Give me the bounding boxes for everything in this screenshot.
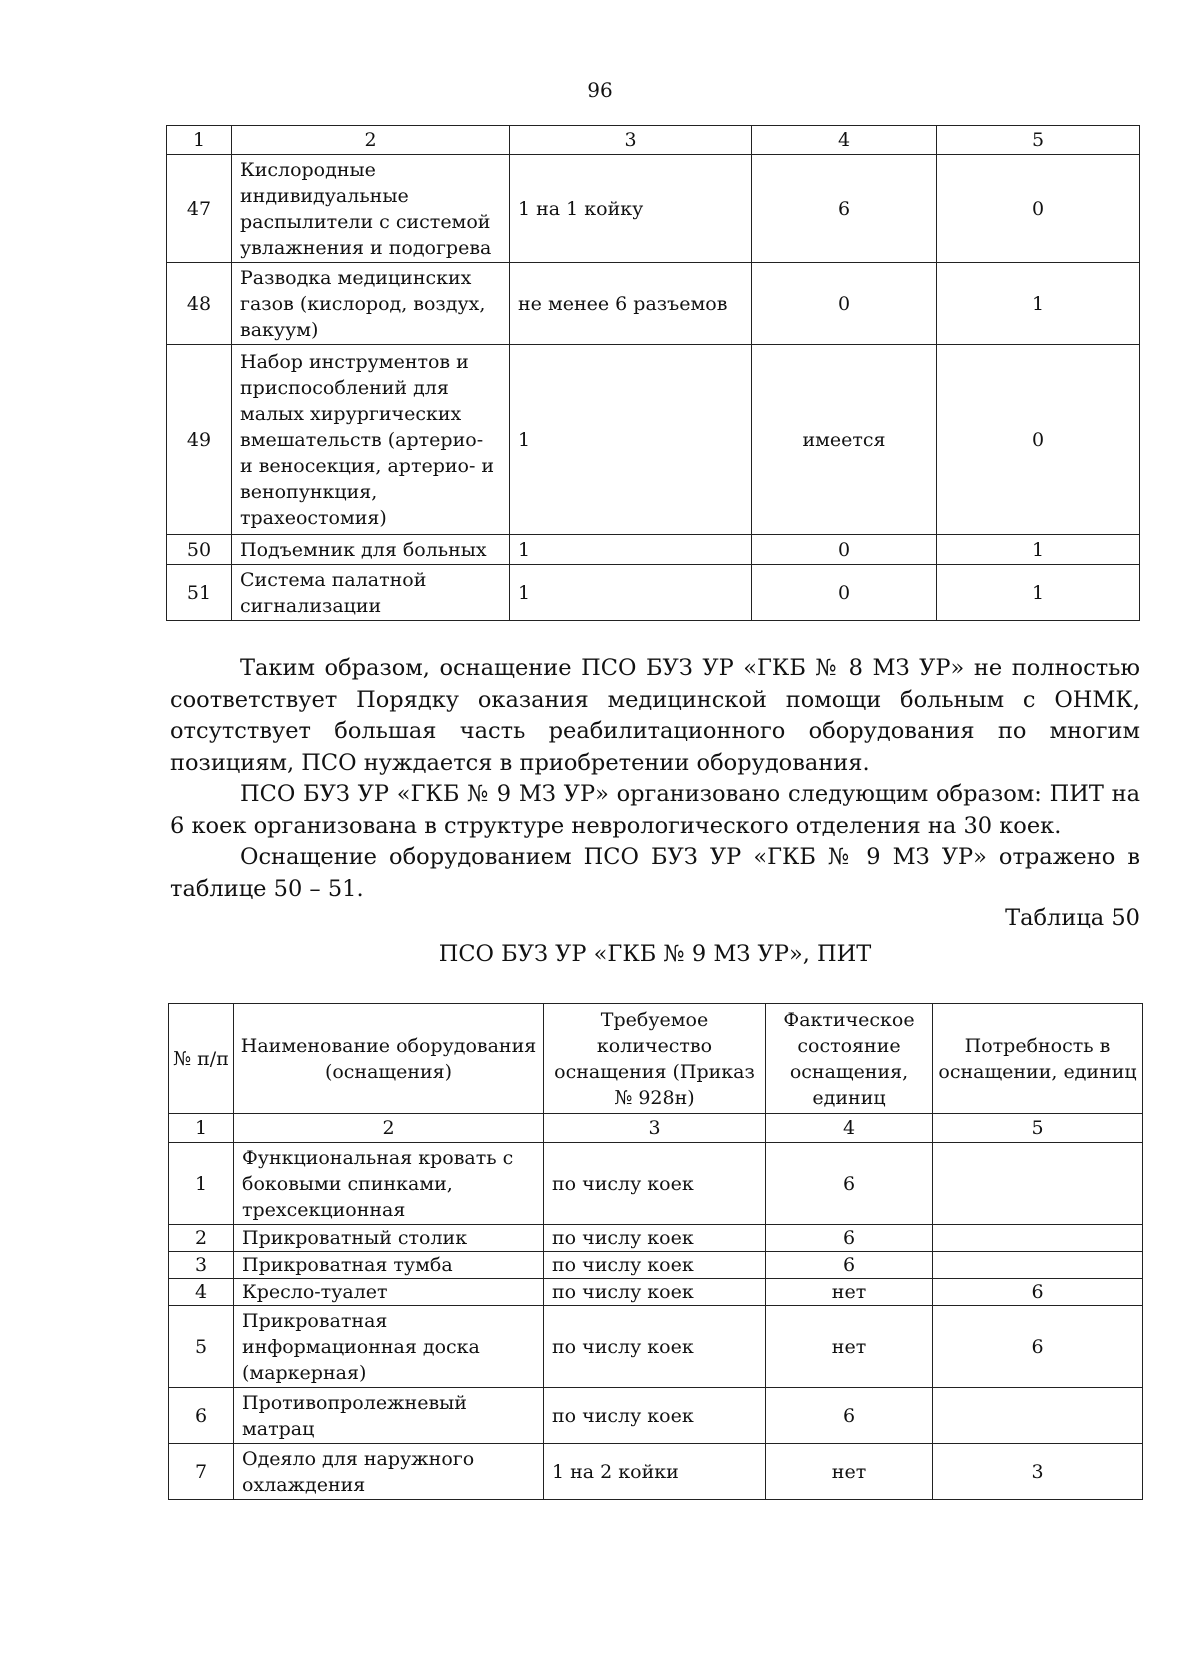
row-number: 49 (167, 345, 232, 535)
required-quantity: 1 (510, 345, 752, 535)
table-row (167, 535, 1140, 565)
actual-quantity: нет (766, 1444, 933, 1500)
required-quantity: по числу коек (544, 1225, 766, 1252)
row-number: 1 (169, 1143, 234, 1225)
row-number: 51 (167, 565, 232, 621)
actual-quantity: 6 (766, 1388, 933, 1444)
actual-quantity: 6 (752, 155, 937, 263)
actual-quantity: 0 (752, 565, 937, 621)
need-quantity: 1 (937, 535, 1140, 565)
need-quantity (933, 1388, 1143, 1444)
page-number: 96 (587, 78, 613, 102)
need-quantity: 0 (937, 345, 1140, 535)
col-number: 3 (510, 126, 752, 155)
equipment-name: Противопролежневый матрац (234, 1388, 544, 1444)
equipment-name: Разводка медицинских газов (кислород, воздух, вакуум) (232, 263, 510, 345)
col-number: 5 (937, 126, 1140, 155)
row-number: 4 (169, 1279, 234, 1306)
col-number: 1 (167, 126, 232, 155)
required-quantity: по числу коек (544, 1306, 766, 1388)
header-required-quantity: Требуемое количество оснащения (Приказ № 928н) (544, 1004, 766, 1114)
row-number: 48 (167, 263, 232, 345)
table-row (167, 263, 1140, 345)
equipment-name: Прикроватный столик (234, 1225, 544, 1252)
equipment-name: Подъемник для больных (232, 535, 510, 565)
need-quantity: 6 (933, 1279, 1143, 1306)
table-row (167, 155, 1140, 263)
table-row (169, 1306, 1143, 1388)
table-row (169, 1143, 1143, 1225)
table-row (167, 565, 1140, 621)
equipment-table-50 (168, 1003, 1143, 1500)
row-number: 7 (169, 1444, 234, 1500)
actual-quantity: 6 (766, 1225, 933, 1252)
column-number-row (169, 1114, 1143, 1143)
required-quantity: 1 (510, 535, 752, 565)
header-equipment-name: Наименование оборудования (оснащения) (234, 1004, 544, 1114)
actual-quantity: имеется (752, 345, 937, 535)
column-number-row (167, 126, 1140, 155)
need-quantity (933, 1252, 1143, 1279)
required-quantity: по числу коек (544, 1388, 766, 1444)
row-number: 6 (169, 1388, 234, 1444)
paragraph-organization: ПСО БУЗ УР «ГКБ № 9 МЗ УР» организовано следующим образом: ПИТ на 6 коек организована в структуре неврологического отделения на 30 коек. (170, 781, 1140, 839)
need-quantity: 3 (933, 1444, 1143, 1500)
actual-quantity: 6 (766, 1252, 933, 1279)
table-row (167, 345, 1140, 535)
col-number: 2 (234, 1114, 544, 1143)
paragraph-conclusion: Таким образом, оснащение ПСО БУЗ УР «ГКБ № 8 МЗ УР» не полностью соответствует Порядку оказания медицинской помощи больным с ОНМК, отсутствует большая часть реабилитационного оборудования по многим позициям, ПСО нуждается в приобретении оборудования. (170, 655, 1140, 776)
col-number: 1 (169, 1114, 234, 1143)
need-quantity (933, 1225, 1143, 1252)
required-quantity: не менее 6 разъемов (510, 263, 752, 345)
need-quantity: 1 (937, 565, 1140, 621)
col-number: 4 (752, 126, 937, 155)
row-number: 50 (167, 535, 232, 565)
header-actual-state: Фактическое состояние оснащения, единиц (766, 1004, 933, 1114)
required-quantity: по числу коек (544, 1143, 766, 1225)
row-number: 3 (169, 1252, 234, 1279)
col-number: 5 (933, 1114, 1143, 1143)
col-number: 3 (544, 1114, 766, 1143)
actual-quantity: 0 (752, 535, 937, 565)
row-number: 2 (169, 1225, 234, 1252)
required-quantity: 1 (510, 565, 752, 621)
equipment-name: Функциональная кровать с боковыми спинками, трехсекционная (234, 1143, 544, 1225)
table-row (169, 1279, 1143, 1306)
equipment-name: Прикроватная информационная доска (маркерная) (234, 1306, 544, 1388)
paragraph-equipment-reference: Оснащение оборудованием ПСО БУЗ УР «ГКБ № 9 МЗ УР» отражено в таблице 50 – 51. (170, 844, 1140, 902)
header-need: Потребность в оснащении, единиц (933, 1004, 1143, 1114)
need-quantity: 6 (933, 1306, 1143, 1388)
table-row (169, 1252, 1143, 1279)
col-number: 4 (766, 1114, 933, 1143)
required-quantity: по числу коек (544, 1279, 766, 1306)
actual-quantity: нет (766, 1279, 933, 1306)
equipment-name: Прикроватная тумба (234, 1252, 544, 1279)
equipment-name: Одеяло для наружного охлаждения (234, 1444, 544, 1500)
row-number: 47 (167, 155, 232, 263)
need-quantity (933, 1143, 1143, 1225)
table-row (169, 1225, 1143, 1252)
equipment-table-continuation (166, 125, 1140, 621)
table-label: Таблица 50 (1005, 905, 1140, 931)
need-quantity: 1 (937, 263, 1140, 345)
header-number: № п/п (169, 1004, 234, 1114)
table-row (169, 1388, 1143, 1444)
equipment-name: Кислородные индивидуальные распылители с системой увлажнения и подогрева (232, 155, 510, 263)
actual-quantity: 0 (752, 263, 937, 345)
table-title: ПСО БУЗ УР «ГКБ № 9 МЗ УР», ПИТ (438, 941, 872, 967)
row-number: 5 (169, 1306, 234, 1388)
equipment-name: Кресло-туалет (234, 1279, 544, 1306)
required-quantity: по числу коек (544, 1252, 766, 1279)
equipment-name: Набор инструментов и приспособлений для малых хирургических вмешательств (артерио- и веносекция, артерио- и венопункция, трахеостомия) (232, 345, 510, 535)
need-quantity: 0 (937, 155, 1140, 263)
col-number: 2 (232, 126, 510, 155)
equipment-name: Система палатной сигнализации (232, 565, 510, 621)
actual-quantity: нет (766, 1306, 933, 1388)
table-row (169, 1444, 1143, 1500)
required-quantity: 1 на 2 койки (544, 1444, 766, 1500)
actual-quantity: 6 (766, 1143, 933, 1225)
required-quantity: 1 на 1 койку (510, 155, 752, 263)
table-header-row (169, 1004, 1143, 1114)
